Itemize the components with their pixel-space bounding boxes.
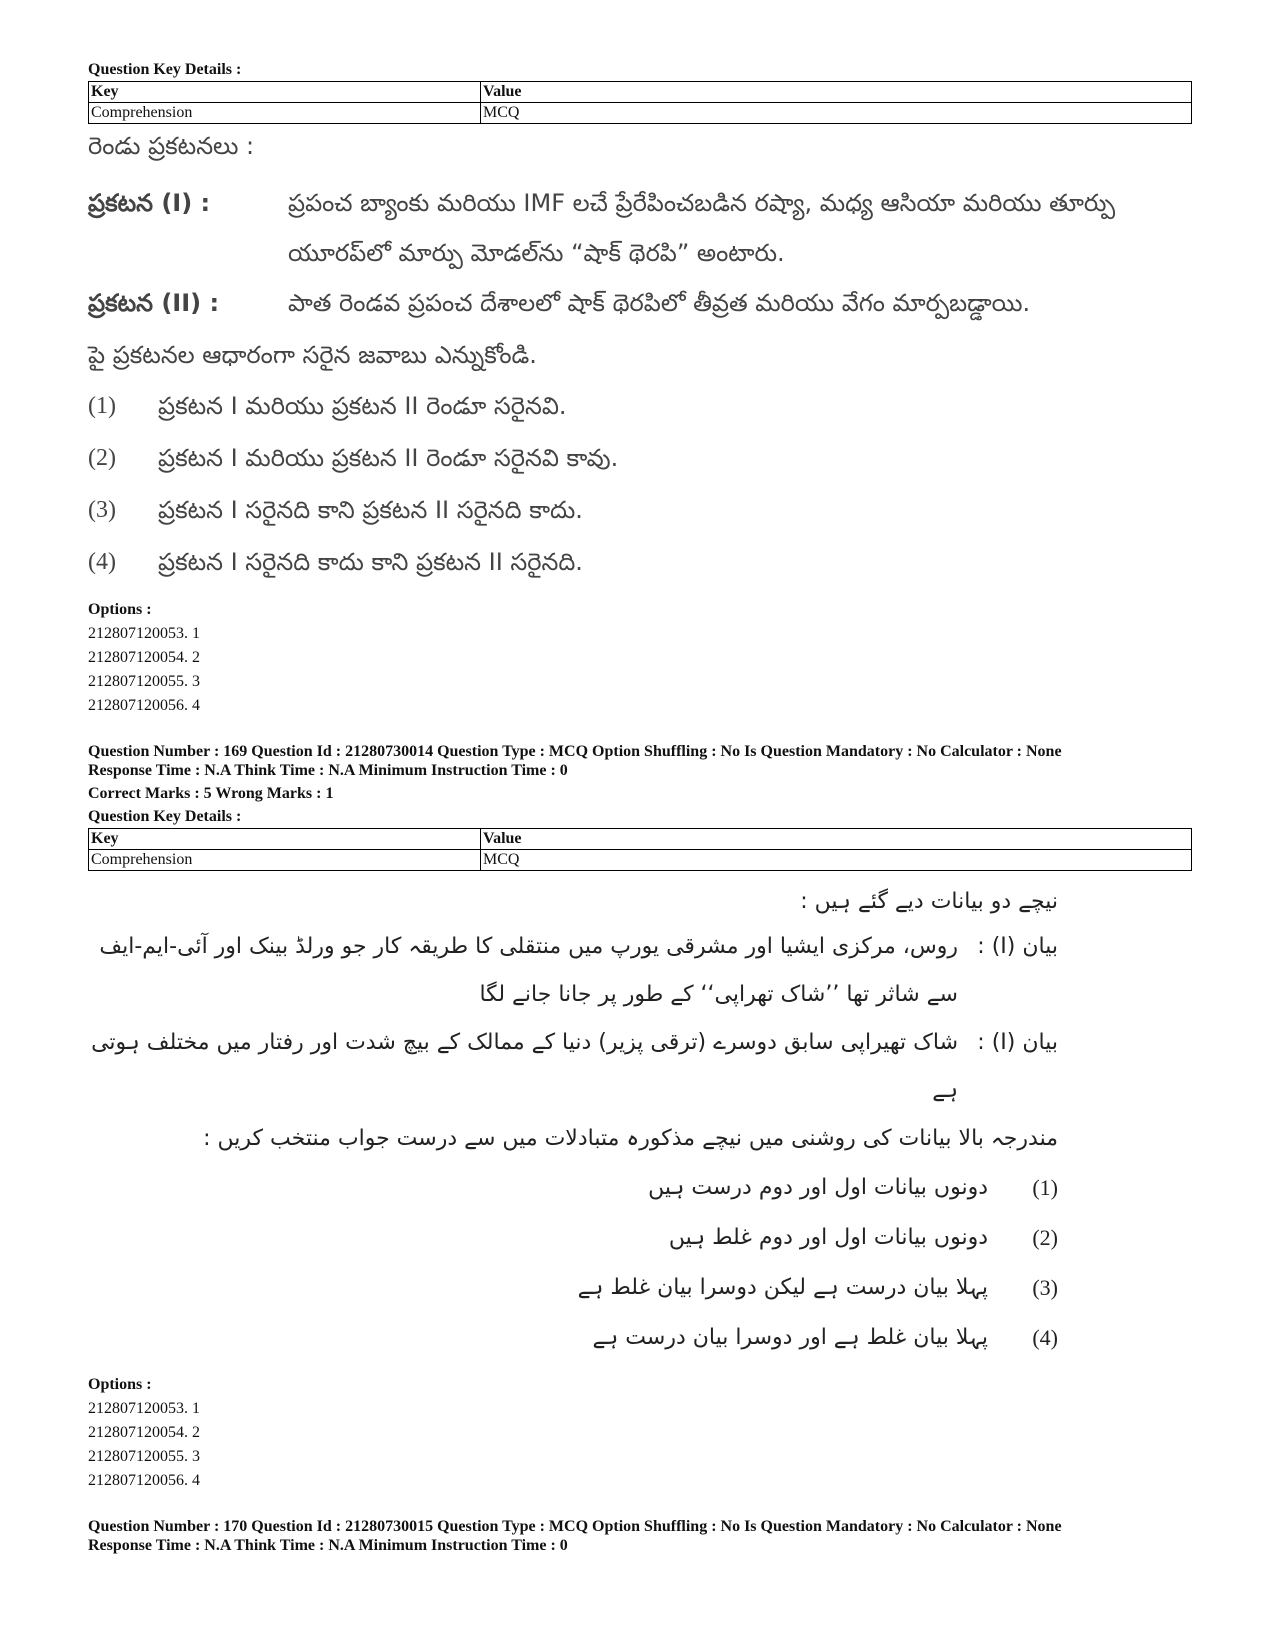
marks-line: Correct Marks : 5 Wrong Marks : 1 [88,785,334,802]
question-header-line-2: Response Time : N.A Think Time : N.A Minimum Instruction Time : 0 [88,1537,568,1554]
question-instruction: పై ప్రకటనల ఆధారంగా సరైన జవాబు ఎన్నుకోండి. [88,341,537,369]
table-header-key: Key [89,829,481,850]
question-heading: రెండు ప్రకటనలు : [88,132,255,160]
choice-number: (1) [1032,1175,1058,1200]
table-row [89,103,1192,124]
answer-choice [88,1213,1058,1263]
options-list [88,1397,1188,1493]
answer-choice [88,536,1188,588]
statement-2-text: شاک تھیراپی سابق دوسرے (ترقی پزیر) دنیا کے ممالک کے بیچ شدت اور رفتار میں مختلف ہوتی ہے [91,1030,958,1103]
choice-number: (2) [1032,1225,1058,1250]
choice-number: (2) [88,445,116,471]
options-label: Options : [88,1376,152,1393]
statement-2-text: పాత రెండవ ప్రపంచ దేశాలలో షాక్ థెరపిలో తీవ్రత మరియు వేగం మార్పబడ్డాయి. [288,289,1031,317]
urdu-question-body [88,881,1188,1363]
choice-number: (4) [1032,1325,1058,1350]
statement-2 [88,278,1188,328]
table-cell-value: MCQ [481,850,1192,871]
answer-choice [88,1313,1058,1363]
options-label: Options : [88,601,152,618]
question-header-line-1: Question Number : 169 Question Id : 21280730014 Question Type : MCQ Option Shuffling : No Is Question Mandatory : No Calculator : None [88,743,1062,760]
key-details-table [88,81,1192,124]
choice-text: پہلا بیان غلط ہے اور دوسرا بیان درست ہے [592,1325,988,1350]
question-page [88,60,1188,1555]
answer-choice [88,484,1188,536]
options-list [88,622,1188,718]
table-header-key: Key [89,82,481,103]
statement-1 [88,178,1188,278]
statement-1-text: روس، مرکزی ایشیا اور مشرقی یورپ میں منتقلی کا طریقہ کار جو ورلڈ بینک اور آئی-ایم-ایف سے شاثر تھا ’’شاک تھراپی‘‘ کے طور پر جانا جانے لگا [99,934,958,1007]
option-item: 212807120053. 1 [88,625,200,642]
key-details-table [88,828,1192,871]
answer-choice [88,1263,1058,1313]
question-header-line-2: Response Time : N.A Think Time : N.A Minimum Instruction Time : 0 [88,762,568,779]
key-details-label: Question Key Details : [88,808,242,825]
choice-number: (3) [88,497,116,523]
table-header-row [89,82,1192,103]
table-cell-value: MCQ [481,103,1192,124]
option-item: 212807120055. 3 [88,1448,200,1465]
answer-choice [88,1163,1058,1213]
table-cell-key: Comprehension [89,103,481,124]
answer-choice [88,432,1188,484]
statement-1-label: ప్రకటన (I) : [88,189,211,217]
choice-text: ప్రకటన I మరియు ప్రకటన II రెండూ సరైనవి కావు. [158,444,619,472]
choice-text: ప్రకటన I సరైనది కాని ప్రకటన II సరైనది కాదు. [158,496,583,524]
statement-1 [88,923,1058,1019]
table-header-value: Value [481,829,1192,850]
option-item: 212807120054. 2 [88,649,200,666]
choice-text: ప్రకటన I సరైనది కాదు కాని ప్రకటన II సరైనది. [158,548,583,576]
table-row [89,850,1192,871]
statement-1-label: بیان (I) : [977,934,1058,959]
option-item: 212807120053. 1 [88,1400,200,1417]
answer-choice [88,380,1188,432]
table-header-value: Value [481,82,1192,103]
option-item: 212807120056. 4 [88,1472,200,1489]
option-item: 212807120056. 4 [88,697,200,714]
option-item: 212807120054. 2 [88,1424,200,1441]
key-details-label: Question Key Details : [88,61,242,78]
choice-text: دونوں بیانات اول اور دوم درست ہیں [648,1175,988,1200]
statement-2 [88,1019,1058,1115]
table-cell-key: Comprehension [89,850,481,871]
question-heading: نیچے دو بیانات دیے گئے ہیں : [800,889,1058,914]
statement-2-label: بیان (I) : [977,1030,1058,1055]
question-header-line-1: Question Number : 170 Question Id : 21280730015 Question Type : MCQ Option Shuffling : No Is Question Mandatory : No Calculator : None [88,1518,1062,1535]
choice-number: (4) [88,549,116,575]
choice-text: پہلا بیان درست ہے لیکن دوسرا بیان غلط ہے [577,1275,988,1300]
choice-number: (3) [1032,1275,1058,1300]
statement-2-label: ప్రకటన (II) : [88,289,220,317]
choice-text: دونوں بیانات اول اور دوم غلط ہیں [668,1225,988,1250]
choice-text: ప్రకటన I మరియు ప్రకటన II రెండూ సరైనవి. [158,392,567,420]
choice-number: (1) [88,393,116,419]
telugu-question-body [88,132,1188,588]
table-header-row [89,829,1192,850]
option-item: 212807120055. 3 [88,673,200,690]
question-instruction: مندرجہ بالا بیانات کی روشنی میں نیچے مذکورہ متبادلات میں سے درست جواب منتخب کریں : [203,1126,1058,1151]
statement-1-text: ప్రపంచ బ్యాంకు మరియు IMF లచే ప్రేరేపించబడిన రష్యా, మధ్య ఆసియా మరియు తూర్పు యూరప్‌లో మార్పు మోడల్‌ను “షాక్ థెరపి” అంటారు. [288,189,1116,267]
